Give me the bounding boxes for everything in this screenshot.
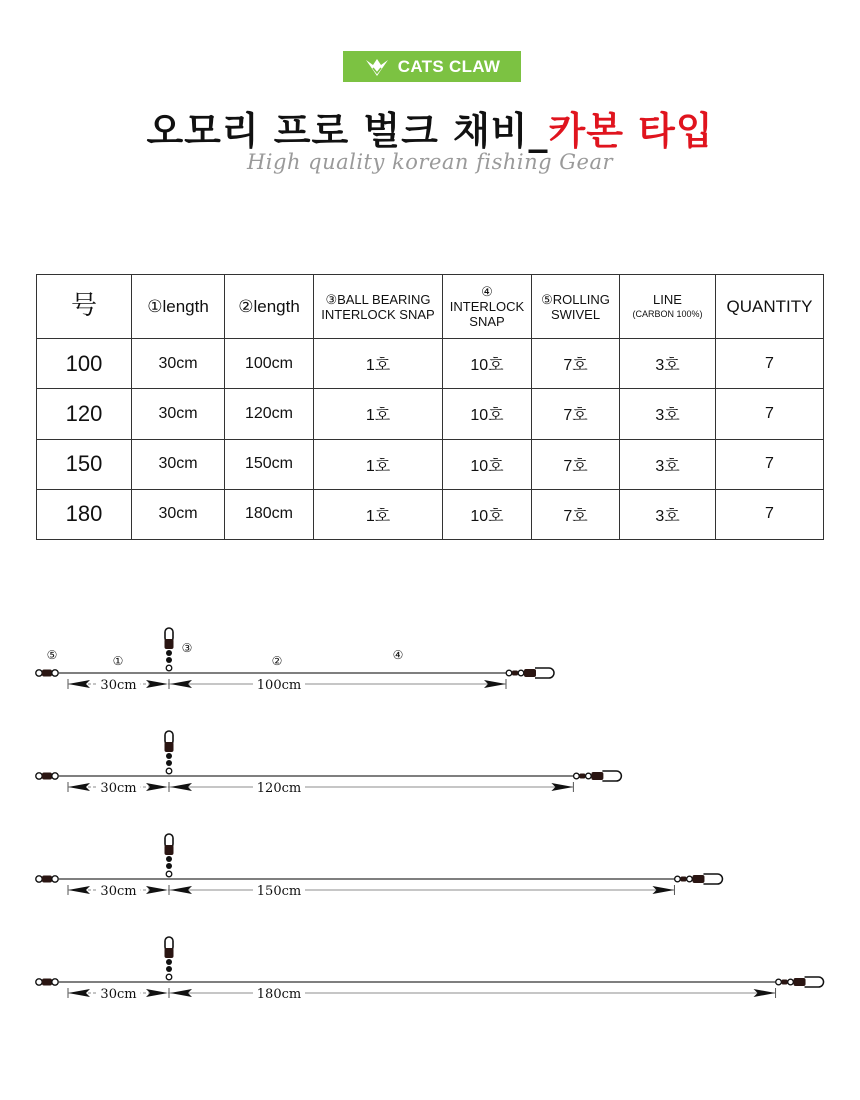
- cell-length2: 180cm: [225, 489, 314, 539]
- header-interlock-line1: INTERLOCK: [449, 299, 525, 314]
- table-header-row: [37, 275, 824, 339]
- rig-diagram-svg: [0, 600, 860, 1020]
- cell-ball-bearing: 1호: [314, 339, 443, 389]
- rig-diagrams: [0, 600, 860, 1020]
- cell-swivel: 7호: [532, 489, 620, 539]
- cell-quantity: 7: [716, 489, 824, 539]
- dimension-label-first: 30cm: [100, 884, 137, 899]
- header-interlock-line2: SNAP: [469, 314, 505, 329]
- cell-quantity: 7: [716, 389, 824, 439]
- cell-size: 120: [37, 389, 132, 439]
- interlock-snap-icon: [675, 874, 723, 884]
- cell-quantity: 7: [716, 439, 824, 489]
- header-length2: ②length: [225, 275, 314, 339]
- dimension-label-second: 180cm: [256, 987, 302, 1002]
- title-main: 오모리 프로 벌크 채비_: [146, 109, 549, 153]
- header-line: [620, 275, 716, 339]
- header-line-sub: (CARBON 100%): [632, 308, 703, 319]
- header-ball-bearing: [314, 275, 443, 339]
- marker-4: ④: [392, 648, 404, 662]
- table-row: [37, 389, 824, 439]
- marker-2: ②: [271, 654, 283, 668]
- rolling-swivel-icon: [36, 670, 58, 677]
- cell-length2: 120cm: [225, 389, 314, 439]
- marker-1: ①: [112, 654, 124, 668]
- cell-interlock: 10호: [443, 339, 532, 389]
- header-size: 号: [37, 275, 132, 339]
- dimension-label-first: 30cm: [100, 678, 137, 693]
- cell-ball-bearing: 1호: [314, 439, 443, 489]
- interlock-snap-icon: [776, 977, 824, 987]
- arrow-head: [68, 680, 90, 688]
- cell-line: 3호: [620, 389, 716, 439]
- table-row: [37, 439, 824, 489]
- arrow-head: [68, 886, 90, 894]
- cell-line: 3호: [620, 489, 716, 539]
- cat-claw-icon: [364, 56, 390, 78]
- cell-quantity: 7: [716, 339, 824, 389]
- cell-length2: 100cm: [225, 339, 314, 389]
- cell-ball-bearing: 1호: [314, 489, 443, 539]
- cell-line: 3호: [620, 439, 716, 489]
- arrow-head: [68, 783, 90, 791]
- header-interlock-num: ④: [481, 284, 493, 299]
- marker-3: ③: [181, 641, 193, 655]
- cell-length1: 30cm: [132, 439, 225, 489]
- marker-5: ⑤: [46, 648, 58, 662]
- dimension-label-second: 150cm: [256, 884, 302, 899]
- cell-ball-bearing: 1호: [314, 389, 443, 439]
- cell-length2: 150cm: [225, 439, 314, 489]
- table-row: [37, 489, 824, 539]
- header-ball-bearing-line1: ③BALL BEARING: [325, 291, 431, 307]
- cell-swivel: 7호: [532, 439, 620, 489]
- ball-bearing-snap-icon: [165, 937, 174, 980]
- rig-diagram: [36, 834, 723, 899]
- dimension-label-first: 30cm: [100, 987, 137, 1002]
- table-row: [37, 339, 824, 389]
- brand-name: CATS CLAW: [397, 56, 501, 76]
- dimension-label-second: 100cm: [256, 678, 302, 693]
- page-subtitle: High quality korean fishing Gear: [246, 150, 614, 174]
- dimension-label-first: 30cm: [100, 781, 137, 796]
- header-rolling-line2: SWIVEL: [550, 306, 601, 322]
- rig-diagram: [36, 628, 554, 693]
- cell-size: 150: [37, 439, 132, 489]
- spec-table: [36, 274, 824, 540]
- page-title: [0, 100, 860, 155]
- header-length1: ①length: [132, 275, 225, 339]
- rig-diagram: [36, 731, 622, 796]
- cell-length1: 30cm: [132, 339, 225, 389]
- cell-size: 100: [37, 339, 132, 389]
- cell-length1: 30cm: [132, 389, 225, 439]
- cell-swivel: 7호: [532, 339, 620, 389]
- title-highlight: 카본 타입: [548, 109, 714, 153]
- cell-line: 3호: [620, 339, 716, 389]
- header-rolling-swivel: [532, 275, 620, 339]
- rolling-swivel-icon: [36, 773, 58, 780]
- header-quantity: QUANTITY: [716, 275, 824, 339]
- brand-logo: [343, 51, 521, 82]
- header-interlock: [443, 275, 532, 339]
- cell-interlock: 10호: [443, 439, 532, 489]
- dimension-label-second: 120cm: [256, 781, 302, 796]
- cell-interlock: 10호: [443, 389, 532, 439]
- ball-bearing-snap-icon: [165, 628, 174, 671]
- ball-bearing-snap-icon: [165, 834, 174, 877]
- header-line-label: LINE: [653, 291, 682, 307]
- header-ball-bearing-line2: INTERLOCK SNAP: [321, 306, 435, 322]
- interlock-snap-icon: [574, 771, 622, 781]
- ball-bearing-snap-icon: [165, 731, 174, 774]
- cell-length1: 30cm: [132, 489, 225, 539]
- interlock-snap-icon: [506, 668, 554, 678]
- rig-diagram: [36, 937, 824, 1002]
- cell-interlock: 10호: [443, 489, 532, 539]
- rolling-swivel-icon: [36, 876, 58, 883]
- cell-size: 180: [37, 489, 132, 539]
- arrow-head: [68, 989, 90, 997]
- rolling-swivel-icon: [36, 979, 58, 986]
- header-rolling-line1: ⑤ROLLING: [541, 291, 610, 307]
- cell-swivel: 7호: [532, 389, 620, 439]
